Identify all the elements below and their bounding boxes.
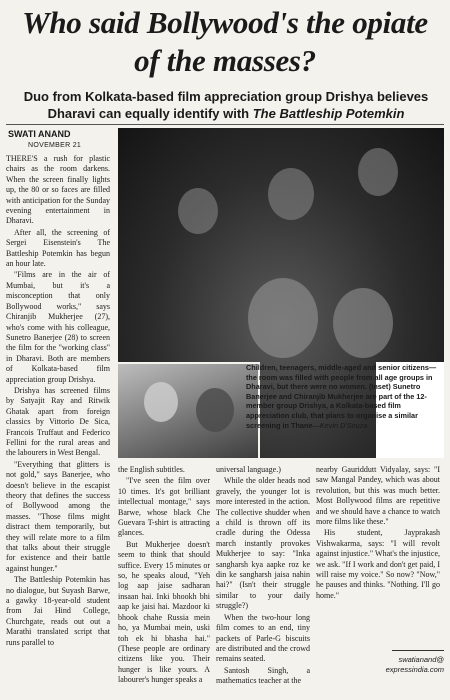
paragraph: While the older heads nod gravely, the younger lot is more interested in the action. The collective shudder when a child is thrown off its cradle during the Odessa march instantly provokes Mukherjee to say: "Inka sangharsh kya aapke roz ke din ke sangharsh jaisa nahin hai?" (Isn't their struggle similar to your daily struggle?) xyxy=(216,476,310,611)
header-rule xyxy=(6,124,444,125)
paragraph: the English subtitles. xyxy=(118,465,185,474)
dateline: NOVEMBER 21 xyxy=(28,142,82,149)
paragraph: After all, the screening of Sergei Eisenstein's The Battleship Potemkin has begun an hour late. xyxy=(6,227,110,269)
photo-figure xyxy=(268,168,314,220)
signature-rule xyxy=(392,650,444,651)
email-line: expressindia.com xyxy=(385,665,444,674)
deck-text: Duo from Kolkata-based film appreciation group Drishya believes Dharavi can equally identify with xyxy=(23,89,429,121)
headline: Who said Bollywood's the opiate of the masses? xyxy=(22,5,428,78)
column-2 xyxy=(118,465,210,687)
inset-figure xyxy=(196,388,234,432)
paragraph: Santosh Singh, a mathematics teacher at the xyxy=(216,665,310,686)
paragraph: THERE'S a rush for plastic chairs as the room darkens. When the screen finally lights up, the 80 or so faces are filled with anticipation for the Sunday evening entertainment in Dharavi. xyxy=(6,154,110,226)
photo-caption xyxy=(246,363,442,430)
column-1 xyxy=(6,154,110,649)
byline: SWATI ANAND xyxy=(8,129,71,139)
inset-figure xyxy=(144,382,178,422)
photo-figure xyxy=(333,288,393,358)
photo-figure xyxy=(178,188,218,234)
paragraph: Drishya has screened films by Satyajit Ray and Ritwik Ghatak apart from foreign classics by Vittorio De Sica, Francois Truffaut and Federico Fellini for the rural areas and the labourers in West Bengal. xyxy=(6,385,110,458)
photo-credit: —Kevin D'Souza xyxy=(312,420,368,430)
paragraph: His student, Jayprakash Vishwakarma, says: "I will revolt against injustice." What's the injustice, we ask. "If I work and don't get paid, I will raise my voice." So now? "Now," he pauses and thinks. "Nothing. I'll go home." xyxy=(316,528,440,600)
column-3 xyxy=(216,465,310,688)
paragraph: But Mukherjee doesn't seem to think that should suffice. Every 15 minutes or so, he speaks aloud, "Yeh log aap jaise sadharan insaan hai. Inki bhookh bhi aap ke jaisi hai. Mazdoor ki bhook chahe Russia mein ho, ya Mumbai mein, uski toh ek hi bhasha hai." (These people are ordinary citizens like you. Their hunger is like yours. A labourer's hunger speaks a xyxy=(118,539,210,685)
email-line: swatianand@ xyxy=(398,655,444,664)
paragraph: The Battleship Potemkin has no dialogue, but Suyash Barwe, a gawky 18-year-old student from Jai Hind College, Churchgate, reads out out a Marathi translated script that runs parallel to xyxy=(6,575,110,647)
photo-figure xyxy=(358,148,398,196)
paragraph: When the two-hour long film comes to an end, tiny packets of Parle-G biscuits are distributed and the crowd remains seated. xyxy=(216,612,310,664)
paragraph: nearby Gauriddutt Vidyalay, says: "I saw Mangal Pandey, which was about revolution, but this was much better. Most Bollywood films are repetitive and we should have a chance to watch more films like these." xyxy=(316,465,440,527)
paragraph: "Films are in the air of Mumbai, but it's a misconception that only Bollywood works," says Chiranjib Mukherjee (27), who's come with his colleague, Sunetro Banerjee (28) to screen the film for the "working class" in Dharavi. Both are members of Kolkata-based film appreciation group Drishya. xyxy=(6,270,110,384)
inset-photo xyxy=(118,362,260,458)
author-email xyxy=(380,655,444,675)
photo-figure xyxy=(248,278,318,358)
deck-film-title: The Battleship Potemkin xyxy=(252,106,405,121)
deck xyxy=(16,88,436,122)
paragraph: universal language.) xyxy=(216,465,281,474)
paragraph: "Everything that glitters is not gold," says Banerjee, who doesn't believe in the escapist theory that defines the success of Bollywood among the masses. "Those films might distract them temporarily, but they will relate more to a film that talks about their struggle for existence and their battle against hunger." xyxy=(6,459,110,573)
column-4 xyxy=(316,465,440,602)
paragraph: "I've seen the film over 10 times. It's got brilliant intellectual montage," says Barwe, whose black Che Guevara T-shirt is attracting glances. xyxy=(118,476,210,538)
caption-text: Children, teenagers, middle-aged and senior citizens—the room was filled with people from all age groups in Dharavi, but there were no women. (Inset) Sunetro Banerjee and Chiranjib Mukherjee are part of the 12-member group Drishya, a Kolkata-based film appreciation club, that plans to organise a similar screening in Thane xyxy=(246,363,437,430)
